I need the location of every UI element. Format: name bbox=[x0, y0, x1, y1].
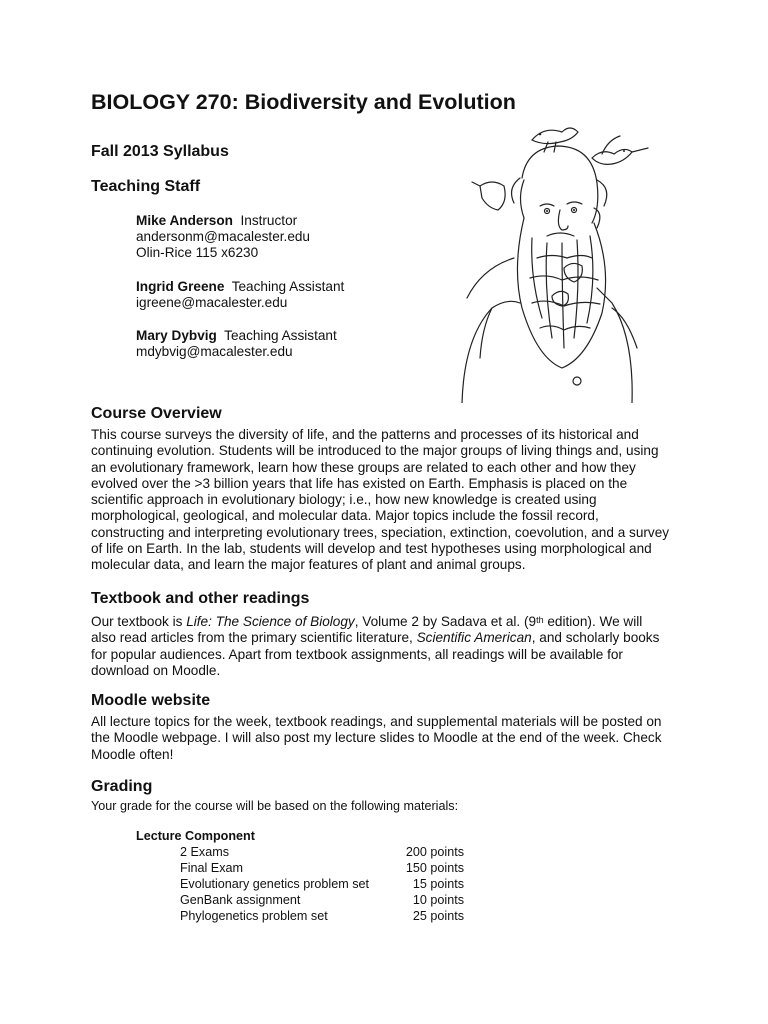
paragraph-line: constructing and interpreting evolutionary trees, speciation, extinction, coevolution, and a survey bbox=[91, 524, 670, 540]
staff-entry-ta-1 bbox=[136, 279, 344, 311]
grading-heading: Grading bbox=[91, 778, 153, 795]
paragraph-line: morphological, geological, and molecular data. Major topics include the fossil record, bbox=[91, 508, 599, 524]
paragraph-line: download on Moodle. bbox=[91, 662, 221, 678]
text-run: , and scholarly books bbox=[531, 630, 660, 646]
text-run: also read articles from the primary scientific literature, bbox=[91, 630, 417, 646]
staff-entry-instructor bbox=[136, 213, 310, 261]
grade-row bbox=[180, 861, 464, 877]
grade-points: 25 points bbox=[412, 909, 464, 923]
staff-heading: Teaching Staff bbox=[91, 178, 201, 195]
text-run: , Volume 2 by Sadava et al. (9 bbox=[354, 614, 537, 629]
textbook-paragraph bbox=[91, 612, 711, 679]
staff-name: Mike Anderson bbox=[136, 213, 233, 228]
overview-paragraph bbox=[91, 427, 711, 574]
textbook-title: Life: The Science of Biology bbox=[186, 614, 355, 629]
textbook-heading: Textbook and other readings bbox=[91, 590, 310, 607]
paragraph-line: scientific approach in evolutionary biology; i.e., how new knowledge is created using bbox=[91, 492, 597, 508]
paragraph-line: an evolutionary framework, learn how these groups are related to each other and how they bbox=[91, 459, 636, 475]
grade-item: Phylogenetics problem set bbox=[180, 909, 328, 923]
paragraph-line bbox=[91, 612, 711, 630]
text-run: edition). We will bbox=[543, 614, 643, 629]
staff-name-line bbox=[136, 213, 310, 229]
grade-row bbox=[180, 877, 464, 893]
moodle-heading: Moodle website bbox=[91, 692, 211, 709]
paragraph-line: Moodle often! bbox=[91, 746, 174, 762]
staff-role: Teaching Assistant bbox=[231, 279, 345, 294]
grade-row bbox=[180, 893, 464, 909]
staff-entry-ta-2 bbox=[136, 328, 337, 360]
lecture-component-title: Lecture Component bbox=[136, 829, 255, 843]
staff-email[interactable]: igreene@macalester.edu bbox=[136, 295, 288, 310]
paragraph-line: evolved over the >3 billion years that life has existed on Earth. Emphasis is placed on the bbox=[91, 475, 628, 491]
staff-role: Teaching Assistant bbox=[224, 328, 337, 343]
staff-email[interactable]: mdybvig@macalester.edu bbox=[136, 344, 293, 359]
grade-row bbox=[180, 909, 464, 925]
staff-role: Instructor bbox=[240, 213, 298, 228]
paragraph-line: for popular audiences. Apart from textbook assignments, all readings will be available for bbox=[91, 646, 623, 662]
grade-points: 15 points bbox=[412, 877, 464, 891]
staff-office: Olin-Rice 115 x6230 bbox=[136, 245, 259, 260]
naturalist-illustration bbox=[452, 118, 652, 403]
staff-email[interactable]: andersonm@macalester.edu bbox=[136, 229, 310, 244]
staff-name: Mary Dybvig bbox=[136, 328, 217, 343]
paragraph-line: This course surveys the diversity of life, and the patterns and processes of its historical and bbox=[91, 427, 639, 442]
overview-heading: Course Overview bbox=[91, 405, 222, 422]
syllabus-heading: Fall 2013 Syllabus bbox=[91, 143, 229, 160]
staff-name: Ingrid Greene bbox=[136, 279, 225, 294]
paragraph-line: All lecture topics for the week, textbook readings, and supplemental materials will be posted on bbox=[91, 714, 662, 729]
grade-points: 10 points bbox=[412, 893, 464, 907]
page-title: BIOLOGY 270: Biodiversity and Evolution bbox=[91, 90, 516, 114]
paragraph-line: the Moodle webpage. I will also post my lecture slides to Moodle at the end of the week. Check bbox=[91, 730, 662, 746]
paragraph-line bbox=[91, 630, 711, 646]
grade-item: Final Exam bbox=[180, 861, 243, 875]
grade-item: GenBank assignment bbox=[180, 893, 301, 907]
staff-name-line bbox=[136, 328, 337, 344]
superscript: th bbox=[536, 615, 544, 625]
staff-name-line bbox=[136, 279, 344, 295]
grade-points: 200 points bbox=[405, 845, 464, 859]
moodle-paragraph bbox=[91, 714, 711, 763]
journal-title: Scientific American bbox=[416, 630, 532, 646]
grade-points: 150 points bbox=[405, 861, 464, 875]
paragraph-line: of life on Earth. In the lab, students will develop and test hypotheses using morphological and bbox=[91, 541, 652, 557]
grade-item: Evolutionary genetics problem set bbox=[180, 877, 370, 891]
paragraph-line: molecular data, and learn the major features of plant and animal groups. bbox=[91, 557, 526, 573]
text-run: Our textbook is bbox=[91, 614, 187, 629]
grade-row bbox=[180, 845, 464, 861]
grading-intro: Your grade for the course will be based on the following materials: bbox=[91, 799, 459, 813]
paragraph-line: continuing evolution. Students will be introduced to the major groups of living things and, using bbox=[91, 443, 659, 459]
grade-item: 2 Exams bbox=[180, 845, 229, 859]
